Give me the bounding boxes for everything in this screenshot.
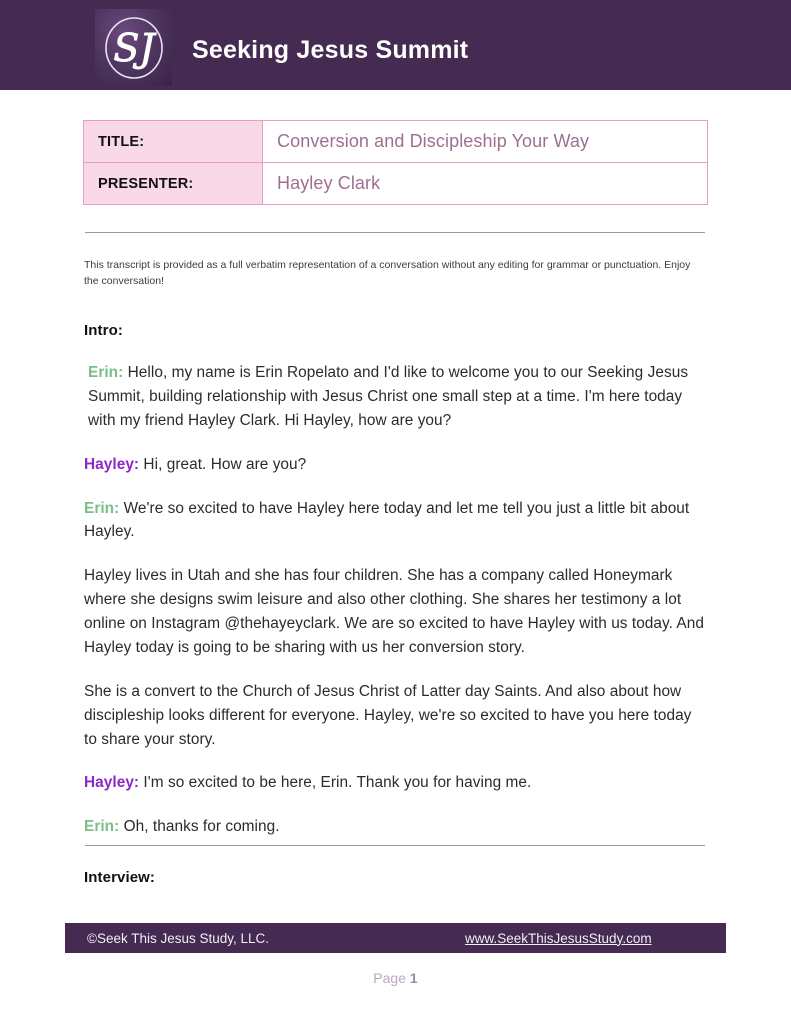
sj-monogram-icon — [98, 12, 170, 84]
page-header — [0, 0, 791, 90]
paragraph-text: I'm so excited to be here, Erin. Thank you for having me. — [139, 774, 532, 792]
title-label: TITLE: — [84, 121, 263, 163]
paragraph-text: Hello, my name is Erin Ropelato and I'd like to welcome you to our Seeking Jesus Summit, building relationship with Jesus Christ one small step at a time. I'm here today with my friend Hayley Clark. Hi Hayley, how are you? — [88, 364, 689, 429]
page-number-value: 1 — [409, 970, 418, 986]
page-number — [0, 970, 791, 986]
transcript-paragraph — [84, 680, 708, 752]
transcript-paragraph — [84, 564, 708, 660]
speaker-label-erin: Erin: — [88, 364, 124, 381]
seeking-jesus-logo — [95, 9, 172, 86]
paragraph-text: Hi, great. How are you? — [139, 455, 307, 473]
paragraph-text: She is a convert to the Church of Jesus Christ of Latter day Saints. And also about how discipleship looks different for everyone. Hayley, we're so excited to have you here today to share your story. — [84, 682, 692, 748]
speaker-label-erin: Erin: — [84, 499, 120, 517]
divider-top — [85, 232, 705, 233]
intro-heading: Intro: — [84, 322, 123, 339]
title-value: Conversion and Discipleship Your Way — [263, 121, 708, 163]
speaker-label-hayley: Hayley: — [84, 455, 140, 473]
transcript-paragraph — [84, 815, 708, 839]
speaker-label-erin: Erin: — [84, 818, 120, 836]
table-row — [84, 121, 708, 163]
transcript-paragraph — [84, 771, 708, 795]
transcript-paragraph — [84, 453, 708, 477]
page-title: Seeking Jesus Summit — [192, 36, 469, 64]
transcript-body — [84, 322, 708, 839]
table-row — [84, 163, 708, 205]
session-info-table — [83, 120, 708, 205]
transcript-paragraph — [84, 361, 708, 433]
page-footer — [65, 923, 726, 953]
paragraph-text: Oh, thanks for coming. — [119, 818, 280, 836]
transcript-disclaimer: This transcript is provided as a full verbatim representation of a conversation without any editing for grammar or punctuation. Enjoy the conversation! — [84, 259, 691, 288]
footer-website-link[interactable]: www.SeekThisJesusStudy.com — [465, 930, 652, 946]
footer-copyright: ©Seek This Jesus Study, LLC. — [87, 930, 270, 946]
svg-text:SJ: SJ — [112, 25, 155, 70]
presenter-value: Hayley Clark — [263, 163, 708, 205]
presenter-label: PRESENTER: — [84, 163, 263, 205]
transcript-paragraph — [84, 497, 708, 545]
header-underline — [0, 90, 791, 93]
divider-bottom — [85, 845, 705, 846]
page-number-label: Page — [373, 970, 406, 986]
paragraph-text: We're so excited to have Hayley here today and let me tell you just a little bit about Hayley. — [84, 499, 690, 541]
paragraph-text: Hayley lives in Utah and she has four children. She has a company called Honeymark where she designs swim leisure and also other clothing. She shares her testimony a lot online on Instagram @thehayeyclark. We are so excited to have Hayley with us today. And Hayley today is going to be sharing with us her conversion story. — [84, 567, 704, 656]
speaker-label-hayley: Hayley: — [84, 774, 140, 792]
interview-heading: Interview: — [84, 869, 156, 886]
